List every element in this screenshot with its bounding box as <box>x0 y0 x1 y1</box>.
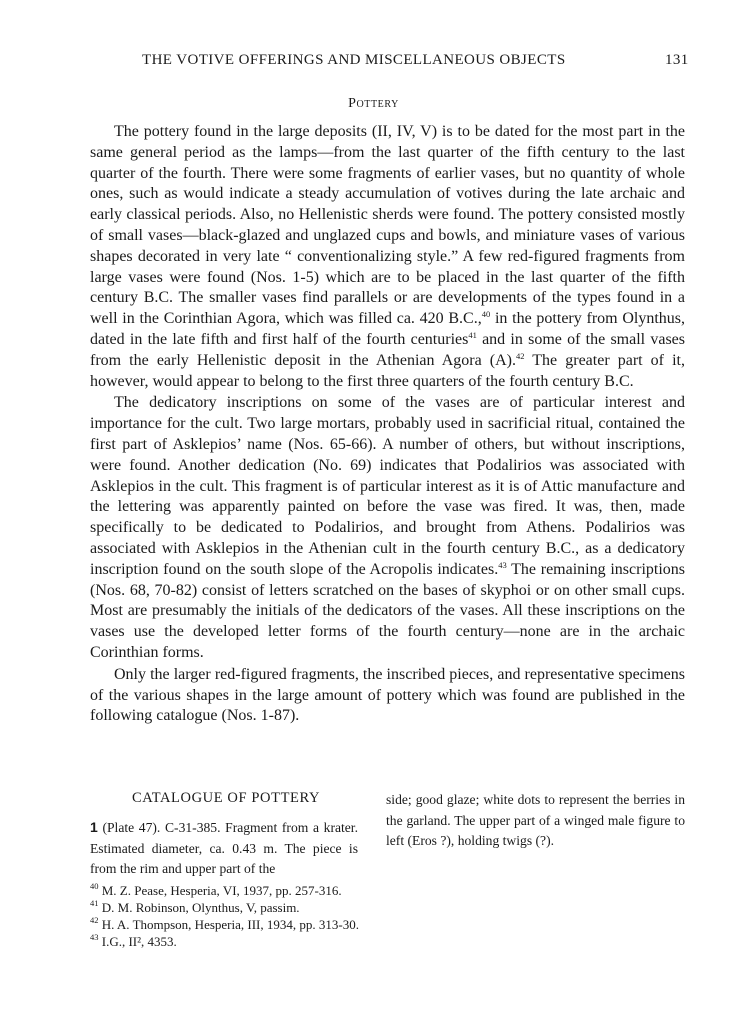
paragraph: The pottery found in the large deposits (II, IV, V) is to be dated for the most part in the same general period as the lamps—from the last quarter of the fifth century to the last quarter of the fourth. There were some fragments of earlier vases, but no quantity of whole ones, such as would indicate a steady accumulation of votives during the late archaic and early classical periods. Also, no Hellenistic sherds were found. The pottery consisted mostly of small vases—black-glazed and unglazed cups and bowls, and miniature vases of various shapes decorated in very late “ conventionalizing style.” A few red-figured fragments from large vases were found (Nos. 1-5) which are to be placed in the last quarter of the fifth century B.C. The smaller vases find parallels or are developments of the types found in a well in the Corinthian Agora, which was filled ca. 420 B.C.,$^{40}$ in the pottery from Olynthus, dated in the late fifth and first half of the fourth centuries$^{41}$ and in some of the small vases from the early Hellenistic deposit in the Athenian Agora (A).$^{42}$ The greater part of it, however, would appear to belong to the first three quarters of the fourth century B.C. <box>90 123 685 390</box>
footnote: $^{42}$ H. A. Thompson, Hesperia, III, 1934, pp. 313-30. <box>90 915 359 932</box>
footnote-marker: 41 <box>468 329 477 340</box>
footnotes <box>90 882 685 950</box>
footnote: $^{43}$ I.G., II², 4353. <box>90 932 177 949</box>
entry-text-right: side; good glaze; white dots to represent the berries in the garland. The upper part of a winged male figure to left (Eros ?), holding twigs (?). <box>386 792 685 848</box>
footnote-marker: 42 <box>515 350 525 361</box>
section-title: Pottery <box>348 96 399 111</box>
footnote: $^{40}$ M. Z. Pease, Hesperia, VI, 1937, pp. 257-316. <box>90 881 342 898</box>
entry-text-left: (Plate 47). C-31-385. Fragment from a krater. Estimated diameter, ca. 0.43 m. The piece is from the rim and upper part of the <box>90 820 358 876</box>
page-number: 131 <box>665 52 689 68</box>
catalogue-title: CATALOGUE OF POTTERY <box>131 790 321 806</box>
catalogue-section <box>90 790 685 880</box>
catalogue-left-column <box>90 790 358 880</box>
catalogue-entry <box>90 817 358 880</box>
paragraph: The dedicatory inscriptions on some of the vases are of particular interest and importance for the cult. Two large mortars, probably used in sacrificial ritual, contained the first part of Asklepios’ name (Nos. 65-66). A number of others, but without inscriptions, were found. Another dedication (No. 69) indicates that Podalirios was associated with Asklepios in the cult. This fragment is of particular interest as it is of Attic manufacture and the lettering was apparently painted on before the vase was fired. It was, then, made specifically to be dedicated to Podalirios, and brought from Athens. Podalirios was associated with Asklepios in the Athenian cult in the fourth century B.C., as a dedicatory inscription found on the south slope of the Acropolis indicates.$^{43}$ The remaining inscriptions (Nos. 68, 70-82) consist of letters scratched on the bases of skyphoi or on other small cups. Most are presumably the initials of the dedicators of the vases. All these inscriptions on the vases use the developed letter forms of the fourth century—none are in the archaic Corinthian forms. <box>90 394 686 661</box>
running-title: THE VOTIVE OFFERINGS AND MISCELLANEOUS OBJECTS <box>142 52 566 68</box>
entry-number: 1 <box>90 819 98 835</box>
footnote-marker: 43 <box>498 559 507 570</box>
paragraph: Only the larger red-figured fragments, the inscribed pieces, and representative specimens of the various shapes in the large amount of pottery which was found are published in the following catalogue (Nos. 1-87). <box>90 665 685 725</box>
footnote-marker: 40 <box>481 309 491 320</box>
body-text <box>90 122 685 727</box>
footnote: $^{41}$ D. M. Robinson, Olynthus, V, passim. <box>90 898 300 915</box>
catalogue-right-column <box>386 790 685 852</box>
